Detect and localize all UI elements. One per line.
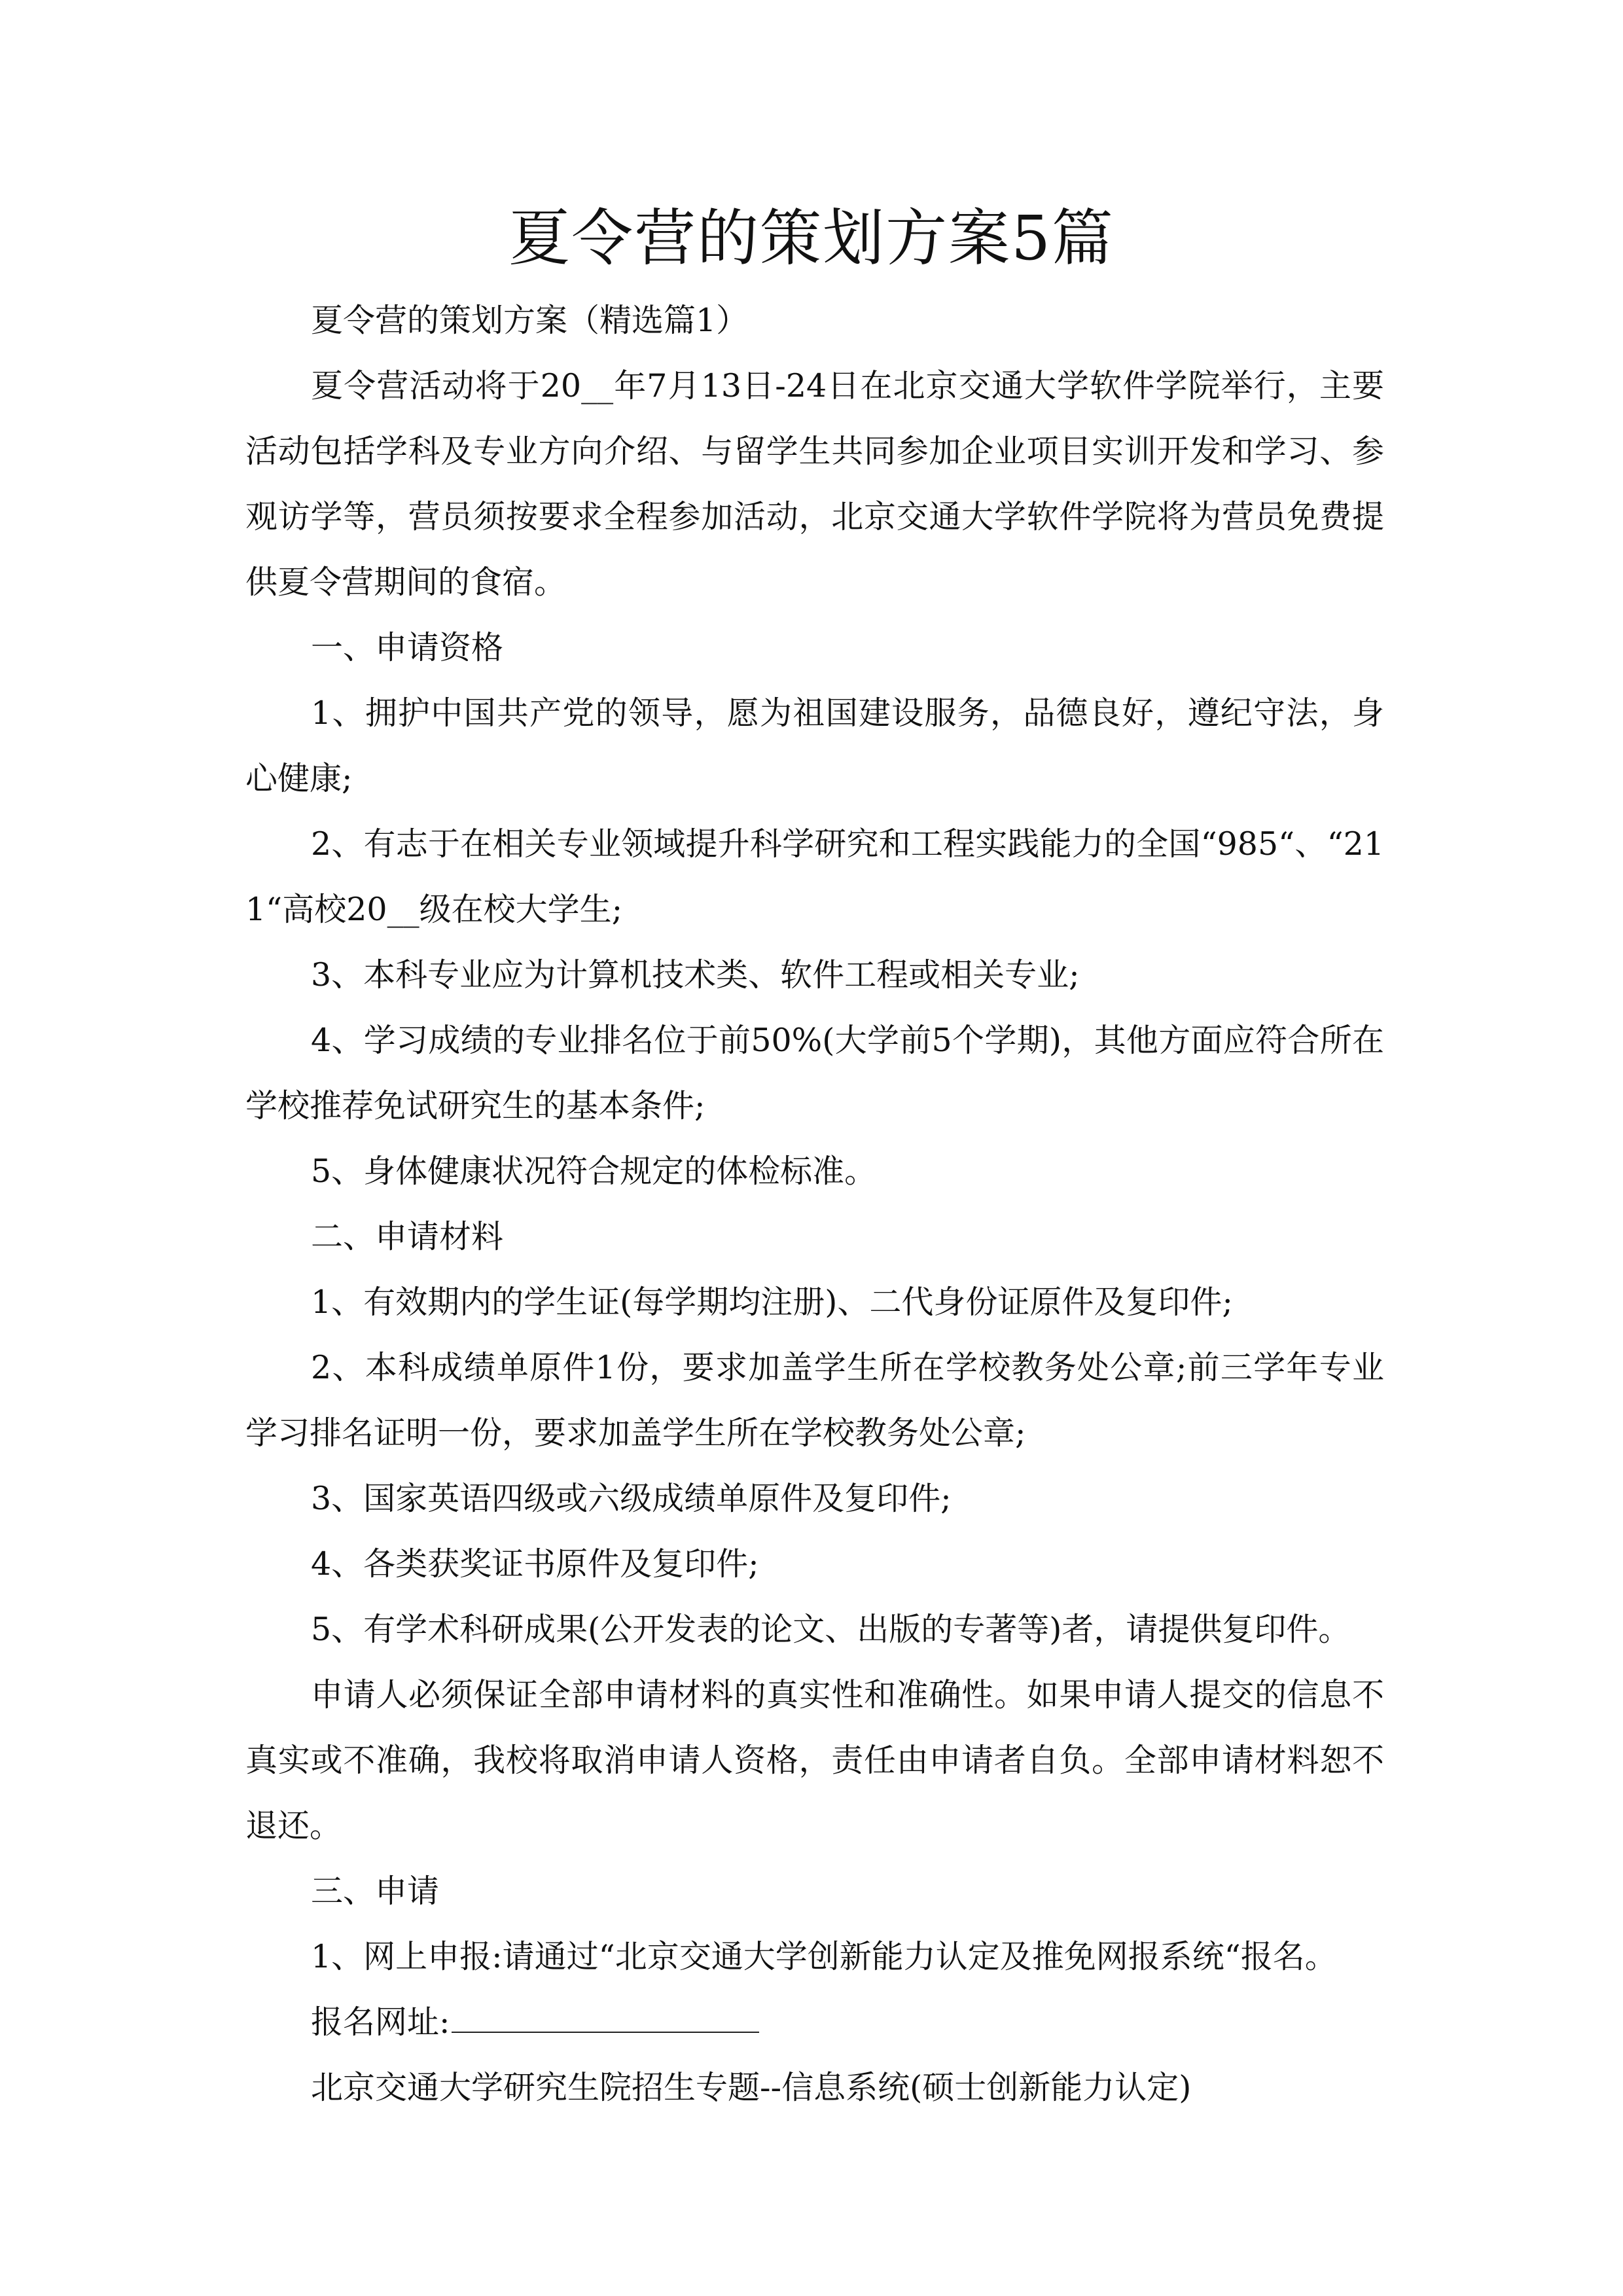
section-heading-application: 三、申请 (311, 1873, 440, 1910)
eligibility-item-5: 5、身体健康状况符合规定的体检标准。 (311, 1153, 877, 1190)
section-heading-eligibility: 一、申请资格 (311, 629, 504, 666)
document-body (245, 288, 1384, 2121)
eligibility-item-2: 2、有志于在相关专业领域提升科学研究和工程实践能力的全国“985“、“211“高校20__级在校大学生; (245, 825, 1384, 928)
eligibility-item-1: 1、拥护中国共产党的领导，愿为祖国建设服务，品德良好，遵纪守法，身心健康; (245, 694, 1384, 797)
section-heading-materials: 二、申请材料 (311, 1218, 504, 1255)
materials-item-3: 3、国家英语四级或六级成绩单原件及复印件; (311, 1480, 952, 1517)
application-item-1: 1、网上申报:请通过“北京交通大学创新能力认定及推免网报系统“报名。 (311, 1938, 1337, 1975)
url-label: 报名网址: (311, 2003, 450, 2041)
materials-item-2: 2、本科成绩单原件1份，要求加盖学生所在学校教务处公章;前三学年专业学习排名证明一份，要求加盖学生所在学校教务处公章; (245, 1349, 1384, 1452)
intro-paragraph: 夏令营活动将于20__年7月13日-24日在北京交通大学软件学院举行，主要活动包括学科及专业方向介绍、与留学生共同参加企业项目实训开发和学习、参观访学等，营员须按要求全程参加活动，北京交通大学软件学院将为营员免费提供夏令营期间的食宿。 (245, 367, 1384, 601)
materials-item-4: 4、各类获奖证书原件及复印件; (311, 1545, 759, 1583)
document-title: 夏令营的策划方案5篇 (508, 203, 1115, 274)
url-line (245, 1990, 1384, 2055)
closing-line: 北京交通大学研究生院招生专题--信息系统(硕士创新能力认定) (311, 2069, 1192, 2106)
materials-item-1: 1、有效期内的学生证(每学期均注册)、二代身份证原件及复印件; (311, 1283, 1233, 1321)
authenticity-paragraph: 申请人必须保证全部申请材料的真实性和准确性。如果申请人提交的信息不真实或不准确，我校将取消申请人资格，责任由申请者自负。全部申请材料恕不退还。 (245, 1676, 1384, 1844)
eligibility-item-4: 4、学习成绩的专业排名位于前50%(大学前5个学期)，其他方面应符合所在学校推荐免试研究生的基本条件; (245, 1022, 1384, 1124)
eligibility-item-3: 3、本科专业应为计算机技术类、软件工程或相关专业; (311, 956, 1080, 994)
subtitle-paragraph: 夏令营的策划方案（精选篇1） (311, 302, 749, 339)
materials-item-5: 5、有学术科研成果(公开发表的论文、出版的专著等)者，请提供复印件。 (311, 1611, 1351, 1648)
url-blank-underline (452, 1998, 759, 2033)
